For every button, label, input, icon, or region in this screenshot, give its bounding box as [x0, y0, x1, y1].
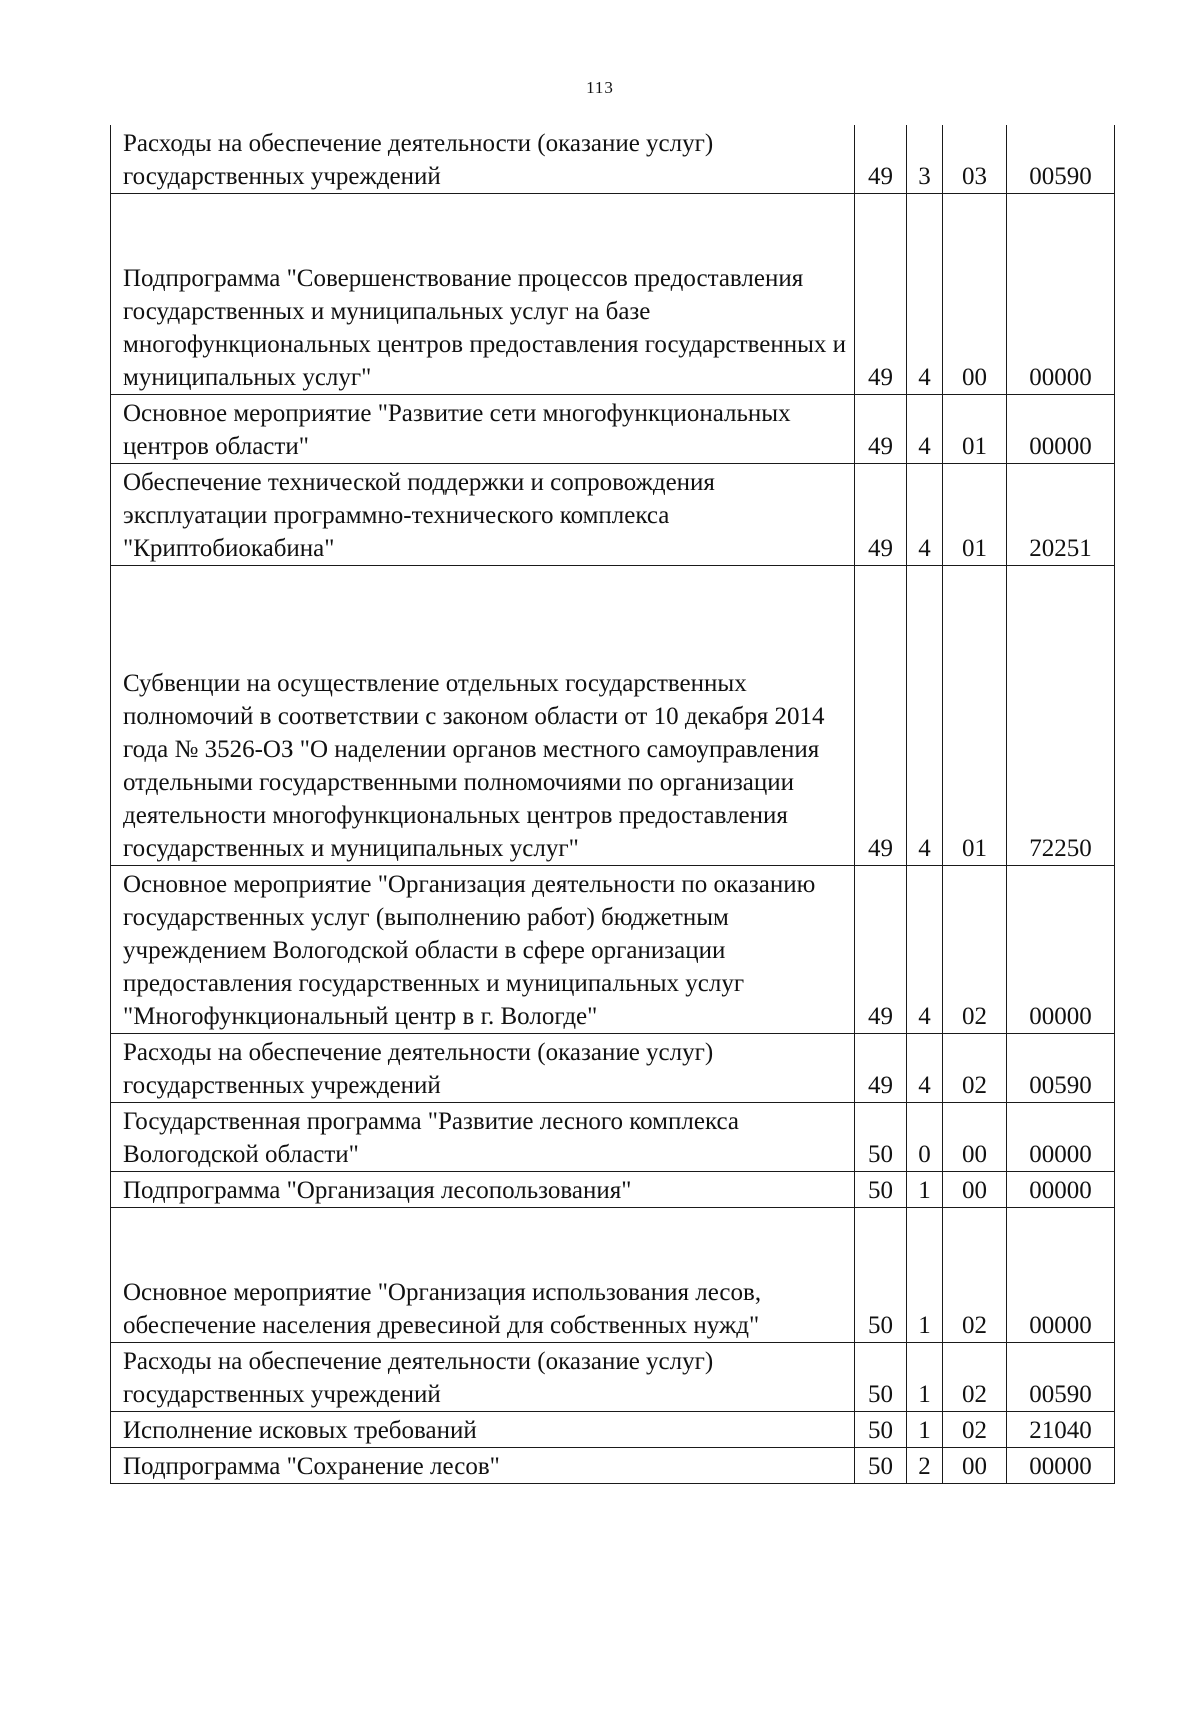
row-description: Подпрограмма "Организация лесопользования" [111, 1172, 855, 1208]
event-code-cell: 01 [943, 566, 1007, 866]
table-row [111, 1103, 1115, 1172]
blank-space [123, 1210, 846, 1276]
table-row [111, 1343, 1115, 1412]
program-code-cell: 50 [855, 1343, 907, 1412]
row-description: Исполнение исковых требований [111, 1412, 855, 1448]
event-code-cell: 01 [943, 395, 1007, 464]
program-code-cell: 49 [855, 866, 907, 1034]
row-description: Подпрограмма "Совершенствование процессов предоставления государственных и муниципальных услуг на базе многофункциональных центров предоставления государственных и муниципальных услуг" [123, 265, 847, 391]
subprogram-code-cell: 1 [907, 1208, 943, 1343]
event-code-cell: 03 [943, 125, 1007, 194]
row-description-cell [111, 194, 855, 395]
table-row [111, 395, 1115, 464]
table-row [111, 1172, 1115, 1208]
expense-direction-cell: 00000 [1007, 1208, 1115, 1343]
subprogram-code-cell: 4 [907, 1034, 943, 1103]
blank-space [123, 568, 846, 667]
row-description: Расходы на обеспечение деятельности (оказание услуг) государственных учреждений [111, 125, 855, 194]
subprogram-code-cell: 1 [907, 1412, 943, 1448]
blank-space [123, 196, 846, 262]
subprogram-code-cell: 3 [907, 125, 943, 194]
program-code-cell: 49 [855, 125, 907, 194]
expense-direction-cell: 00000 [1007, 1103, 1115, 1172]
event-code-cell: 02 [943, 1208, 1007, 1343]
program-code-cell: 49 [855, 194, 907, 395]
expense-direction-cell: 72250 [1007, 566, 1115, 866]
row-description: Субвенции на осуществление отдельных государственных полномочий в соответствии с законом области от 10 декабря 2014 года № 3526-ОЗ "О наделении органов местного самоуправления отдельными государственными полномочиями по организации деятельности многофункциональных центров предоставления государственных и муниципальных услуг" [123, 670, 825, 862]
program-code-cell: 49 [855, 566, 907, 866]
expense-direction-cell: 00590 [1007, 125, 1115, 194]
subprogram-code-cell: 2 [907, 1448, 943, 1484]
subprogram-code-cell: 4 [907, 866, 943, 1034]
event-code-cell: 00 [943, 1172, 1007, 1208]
event-code-cell: 02 [943, 866, 1007, 1034]
row-description: Основное мероприятие "Организация использования лесов, обеспечение населения древесиной для собственных нужд" [123, 1279, 762, 1339]
row-description: Расходы на обеспечение деятельности (оказание услуг) государственных учреждений [111, 1343, 855, 1412]
event-code-cell: 00 [943, 194, 1007, 395]
program-code-cell: 50 [855, 1103, 907, 1172]
row-description: Основное мероприятие "Организация деятельности по оказанию государственных услуг (выполнению работ) бюджетным учреждением Вологодской области в сфере организации предоставления государственных и муниципальных услуг "Многофункциональный центр в г. Вологде" [111, 866, 855, 1034]
expense-direction-cell: 00000 [1007, 866, 1115, 1034]
subprogram-code-cell: 1 [907, 1343, 943, 1412]
program-code-cell: 50 [855, 1172, 907, 1208]
expense-direction-cell: 00590 [1007, 1343, 1115, 1412]
table-row [111, 464, 1115, 566]
row-description-cell [111, 1208, 855, 1343]
table-row [111, 566, 1115, 866]
table-row [111, 1208, 1115, 1343]
expense-direction-cell: 00000 [1007, 1172, 1115, 1208]
expense-direction-cell: 20251 [1007, 464, 1115, 566]
budget-classification-table [110, 125, 1115, 1484]
table-row [111, 194, 1115, 395]
page-number: 113 [586, 78, 614, 97]
program-code-cell: 50 [855, 1448, 907, 1484]
event-code-cell: 02 [943, 1034, 1007, 1103]
table-row [111, 866, 1115, 1034]
expense-direction-cell: 21040 [1007, 1412, 1115, 1448]
expense-direction-cell: 00590 [1007, 1034, 1115, 1103]
event-code-cell: 02 [943, 1412, 1007, 1448]
subprogram-code-cell: 0 [907, 1103, 943, 1172]
subprogram-code-cell: 4 [907, 194, 943, 395]
table-row [111, 1412, 1115, 1448]
row-description: Расходы на обеспечение деятельности (оказание услуг) государственных учреждений [111, 1034, 855, 1103]
row-description: Основное мероприятие "Развитие сети многофункциональных центров области" [111, 395, 855, 464]
program-code-cell: 49 [855, 395, 907, 464]
program-code-cell: 50 [855, 1412, 907, 1448]
event-code-cell: 02 [943, 1343, 1007, 1412]
subprogram-code-cell: 4 [907, 395, 943, 464]
program-code-cell: 49 [855, 464, 907, 566]
subprogram-code-cell: 4 [907, 464, 943, 566]
row-description: Государственная программа "Развитие лесного комплекса Вологодской области" [111, 1103, 855, 1172]
expense-direction-cell: 00000 [1007, 1448, 1115, 1484]
program-code-cell: 49 [855, 1034, 907, 1103]
subprogram-code-cell: 4 [907, 566, 943, 866]
table-row [111, 125, 1115, 194]
expense-direction-cell: 00000 [1007, 194, 1115, 395]
row-description: Обеспечение технической поддержки и сопровождения эксплуатации программно-технического комплекса "Криптобиокабина" [111, 464, 855, 566]
row-description: Подпрограмма "Сохранение лесов" [111, 1448, 855, 1484]
program-code-cell: 50 [855, 1208, 907, 1343]
expense-direction-cell: 00000 [1007, 395, 1115, 464]
row-description-cell [111, 566, 855, 866]
table-row [111, 1034, 1115, 1103]
table-row [111, 1448, 1115, 1484]
event-code-cell: 01 [943, 464, 1007, 566]
event-code-cell: 00 [943, 1103, 1007, 1172]
event-code-cell: 00 [943, 1448, 1007, 1484]
subprogram-code-cell: 1 [907, 1172, 943, 1208]
